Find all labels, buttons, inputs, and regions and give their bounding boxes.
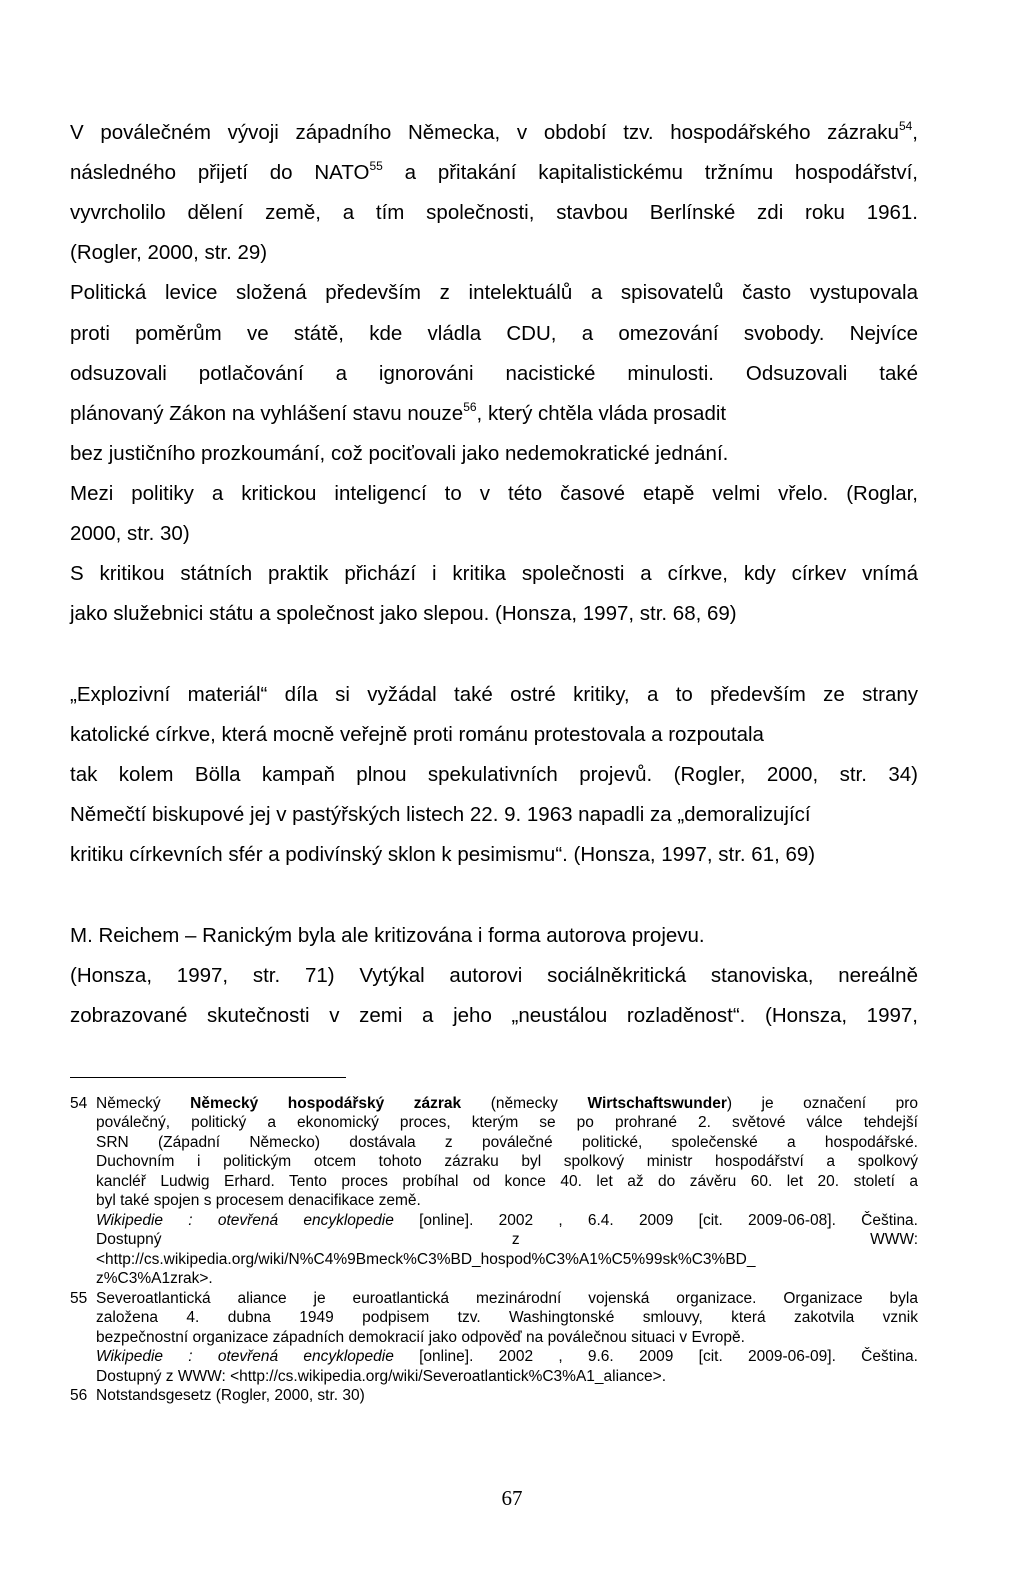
footnote-54-citation: Wikipedie : otevřená encyklopedie [online]. 2002 , 6.4. 2009 [cit. 2009-06-08]. Čeština. xyxy=(96,1212,918,1229)
footnote-54-line: byl také spojen s procesem denacifikace země. xyxy=(96,1192,421,1209)
footnote-54-line: kancléř Ludwig Erhard. Tento proces probíhal od konce 40. let až do závěru 60. let 20. století a xyxy=(96,1173,918,1190)
body-line: plánovaný Zákon na vyhlášení stavu nouze$^{56}$, který chtěla vláda prosadit xyxy=(70,400,727,425)
body-line: „Explozivní materiál“ díla si vyžádal také ostré kritiky, a to především ze strany xyxy=(70,683,918,706)
body-line: jako služebnici státu a společnost jako slepou. (Honsza, 1997, str. 68, 69) xyxy=(70,602,737,625)
footnote-54-availability: Dostupný z WWW: xyxy=(96,1231,918,1248)
body-line: odsuzovali potlačování a ignorováni nacistické minulosti. Odsuzovali také xyxy=(70,362,918,385)
footnote-55-line: bezpečnostní organizace západních demokracií jako odpověď na poválečnou situaci v Evropě. xyxy=(96,1329,745,1346)
footnote-54-line: Německý Německý hospodářský zázrak (německy Wirtschaftswunder) je označení pro xyxy=(96,1095,919,1112)
footnote-55-url[interactable]: Dostupný z WWW: <http://cs.wikipedia.org/wiki/Severoatlantick%C3%A1_aliance>. xyxy=(96,1368,667,1385)
footnote-54-url[interactable]: z%C3%A1zrak>. xyxy=(96,1270,213,1287)
footnote-54-url[interactable]: <http://cs.wikipedia.org/wiki/N%C4%9Bmeck%C3%BD_hospod%C3%A1%C5%99sk%C3%BD_ xyxy=(96,1251,756,1268)
body-line: Mezi politiky a kritickou inteligencí to v této časové etapě velmi vřelo. (Roglar, xyxy=(70,482,918,505)
footnote-56-line: Notstandsgesetz (Rogler, 2000, str. 30) xyxy=(96,1387,365,1404)
body-line: kritiku církevních sfér a podivínský sklon k pesimismu“. (Honsza, 1997, str. 61, 69) xyxy=(70,843,816,866)
body-line: V poválečném vývoji západního Německa, v období tzv. hospodářského zázraku$^{54}$, xyxy=(70,119,918,144)
body-line: (Rogler, 2000, str. 29) xyxy=(70,241,268,264)
body-line: katolické církve, která mocně veřejně proti románu protestovala a rozpoutala xyxy=(70,723,764,746)
body-line: Němečtí biskupové jej v pastýřských listech 22. 9. 1963 napadli za „demoralizující xyxy=(70,803,811,826)
footnote-55-number: 55 xyxy=(70,1290,88,1307)
footnote-ref-54: 54 xyxy=(898,119,913,133)
body-line: S kritikou státních praktik přichází i kritika společnosti a církve, kdy církev vnímá xyxy=(70,562,918,585)
footnote-55-citation: Wikipedie : otevřená encyklopedie [online]. 2002 , 9.6. 2009 [cit. 2009-06-09]. Čeština. xyxy=(96,1348,918,1365)
body-line: 2000, str. 30) xyxy=(70,522,190,545)
footnote-54-line: poválečný, politický a ekonomický proces, kterým se po prohrané 2. světové válce tehdejší xyxy=(96,1114,918,1131)
body-line: bez justičního prozkoumání, což pociťovali jako nedemokratické jednání. xyxy=(70,442,729,465)
body-line: (Honsza, 1997, str. 71) Vytýkal autorovi sociálněkritická stanoviska, nereálně xyxy=(70,964,918,987)
footnote-55-line: založena 4. dubna 1949 podpisem tzv. Washingtonské smlouvy, která zakotvila vznik xyxy=(96,1309,918,1326)
body-line: tak kolem Bölla kampaň plnou spekulativních projevů. (Rogler, 2000, str. 34) xyxy=(70,763,918,786)
body-line: následného přijetí do NATO$^{55}$ a přitakání kapitalistickému tržnímu hospodářství, xyxy=(70,159,918,184)
body-line: M. Reichem – Ranickým byla ale kritizována i forma autorova projevu. xyxy=(70,924,705,947)
footnote-54-line: SRN (Západní Německo) dostávala z poválečné politické, společenské a hospodářské. xyxy=(96,1134,918,1151)
footnote-ref-55: 55 xyxy=(369,159,383,173)
footnote-54-line: Duchovním i politickým otcem tohoto zázraku byl spolkový ministr hospodářství a spolkový xyxy=(96,1153,918,1170)
body-line: Politická levice složená především z intelektuálů a spisovatelů často vystupovala xyxy=(70,281,918,304)
footnote-separator xyxy=(70,1077,346,1078)
footnote-56-number: 56 xyxy=(70,1387,88,1404)
page-number: 67 xyxy=(501,1486,523,1510)
footnote-55-line: Severoatlantická aliance je euroatlantická mezinárodní vojenská organizace. Organizace byla xyxy=(96,1290,918,1307)
footnote-54-number: 54 xyxy=(70,1095,88,1112)
body-line: proti poměrům ve státě, kde vládla CDU, a omezování svobody. Nejvíce xyxy=(70,322,918,345)
body-line: vyvrcholilo dělení země, a tím společnosti, stavbou Berlínské zdi roku 1961. xyxy=(70,201,918,224)
footnote-ref-56: 56 xyxy=(463,400,477,414)
body-line: zobrazované skutečnosti v zemi a jeho „neustálou rozladěnost“. (Honsza, 1997, xyxy=(70,1004,918,1027)
